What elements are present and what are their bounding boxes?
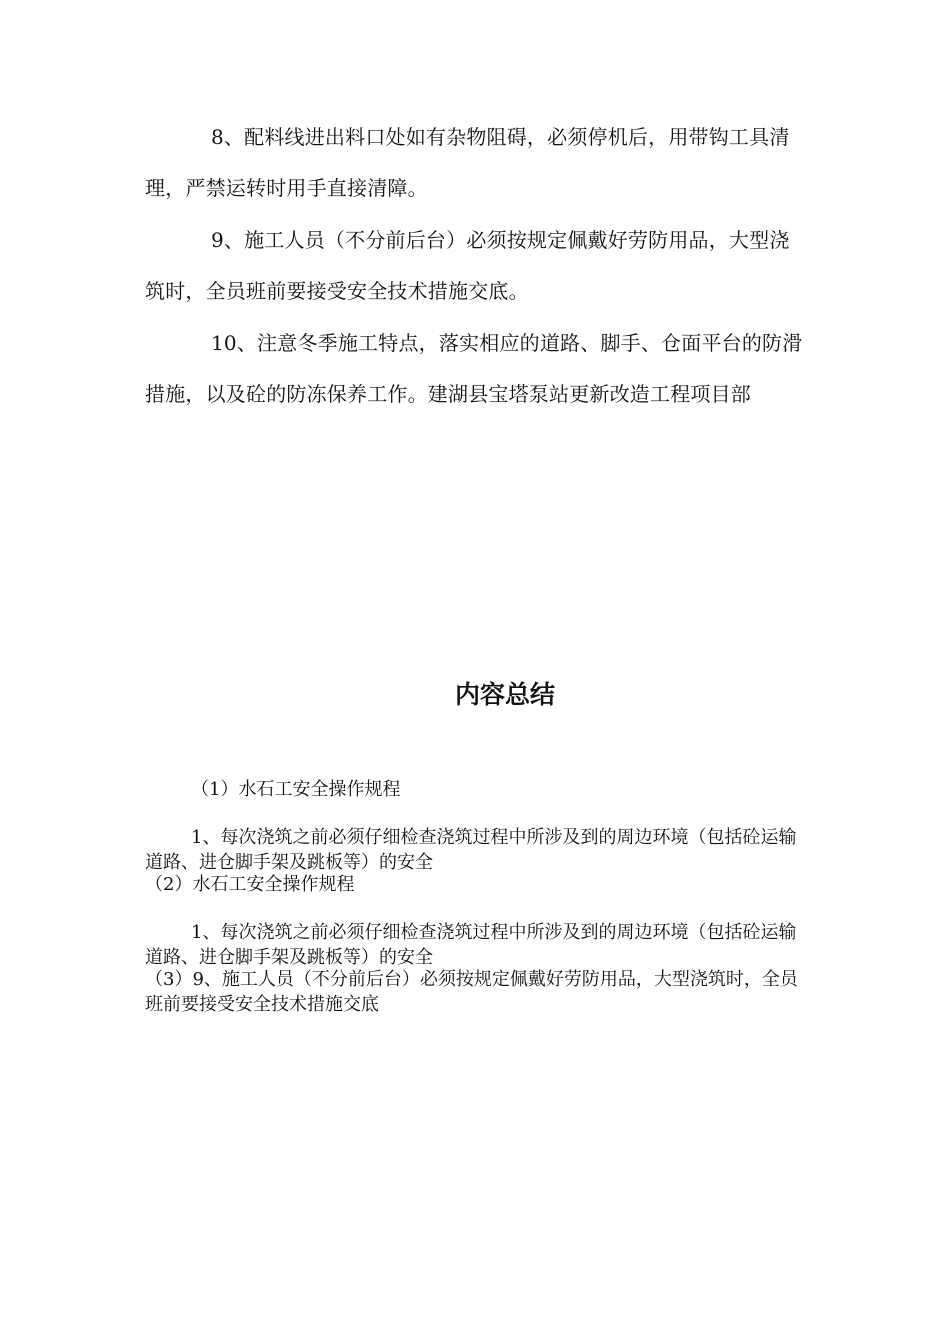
summary-item-1-heading: （1）水石工安全操作规程 (191, 779, 401, 800)
paragraph-item-9: 9、施工人员（不分前后台）必须按规定佩戴好劳防用品，大型浇筑时，全员班前要接受安全技术措施交底。 (145, 228, 790, 303)
summary-item-3-text: （3）9、施工人员（不分前后台）必须按规定佩戴好劳防用品，大型浇筑时，全员班前要接受安全技术措施交底 (145, 969, 798, 1015)
paragraph-item-8: 8、配料线进出料口处如有杂物阻碍，必须停机后，用带钩工具清理，严禁运转时用手直接清障。 (145, 125, 790, 200)
summary-item-1-text: 1、每次浇筑之前必须仔细检查浇筑过程中所涉及到的周边环境（包括砼运输道路、进仓脚手架及跳板等）的安全 (145, 827, 797, 873)
paragraph-item-10: 10、注意冬季施工特点，落实相应的道路、脚手、仓面平台的防滑措施，以及砼的防冻保养工作。建湖县宝塔泵站更新改造工程项目部 (145, 331, 803, 406)
summary-item-2-heading: （2）水石工安全操作规程 (145, 874, 355, 895)
summary-item-2-text: 1、每次浇筑之前必须仔细检查浇筑过程中所涉及到的周边环境（包括砼运输道路、进仓脚手架及跳板等）的安全 (145, 922, 797, 968)
summary-title: 内容总结 (454, 680, 555, 709)
